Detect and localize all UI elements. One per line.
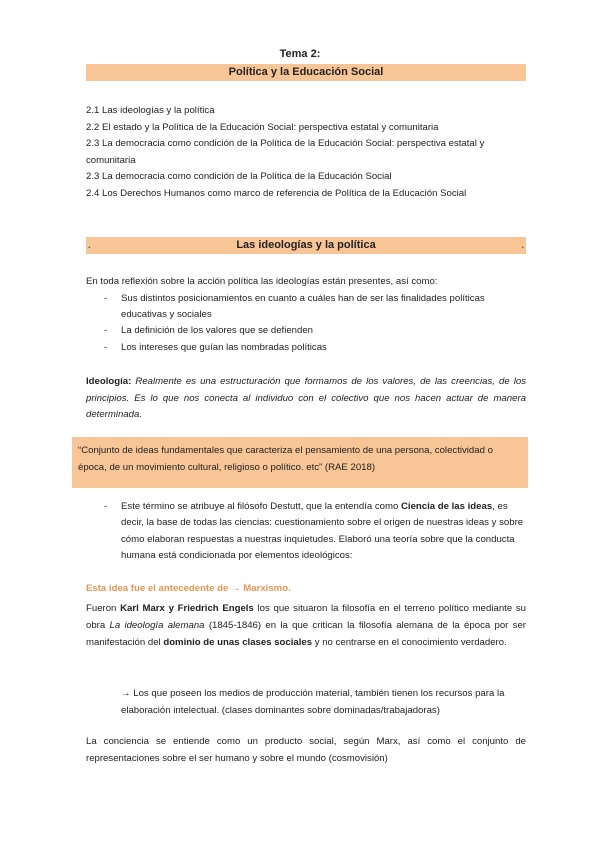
conciencia-paragraph: La conciencia se entiende como un producto social, según Marx, así como el conjunto de representaciones sobre el ser humano y sobre el mundo (cosmovisión) — [86, 736, 526, 764]
list-item: - La definición de los valores que se defienden — [104, 323, 526, 339]
marxism-heading: Esta idea fue el antecedente de → Marxismo. — [86, 583, 291, 594]
toc-item: 2.1 Las ideologías y la política — [86, 105, 215, 116]
destutt-text: Este término se atribuye al filósofo Destutt, que la entendía como — [121, 501, 401, 512]
toc-item: 2.3 La democracia como condición de la Política de la Educación Social — [86, 171, 392, 183]
marx-paragraph — [86, 600, 526, 651]
section-title-band — [86, 237, 526, 254]
list-item: - Sus distintos posicionamientos en cuanto a cuáles han de ser las finalidades políticas educativas y sociales — [104, 291, 526, 323]
table-of-contents — [86, 103, 526, 203]
ideologia-definition — [86, 374, 526, 424]
ideologia-text: Realmente es una estructuración que formamos de los valores, de las creencias, de los principios. Es lo que nos conecta al individuo con el colectivo que nos hacen actuar de manera determinada. — [86, 376, 527, 420]
toc-item: comunitaria — [86, 154, 136, 166]
band-mark-left: . — [88, 240, 91, 250]
rae-quote: “Conjunto de ideas fundamentales que caracteriza el pensamiento de una persona, colectividad o época, de un movimiento cultural, religioso o político. etc” (RAE 2018) — [78, 445, 493, 473]
band-mark-right: . — [521, 240, 524, 250]
destutt-text-rest: , es decir, la base de todas las ciencias: cuestionamiento sobre el origen de nuestras ideas y sobre cómo elaboran respuestas a nuestras inquietudes. Elaboró una teoría sobre que la conducta humana está condicionada por elementos ideológicos: — [121, 501, 524, 562]
rae-quote-box — [72, 437, 528, 488]
marx-engels-bold: Karl Marx y Friedrich Engels — [120, 603, 254, 614]
topic-number: Tema 2: — [279, 48, 321, 60]
section-title: Las ideologías y la política — [236, 239, 376, 251]
destutt-list — [104, 499, 526, 565]
dominio-clases-bold: dominio de unas clases sociales — [163, 637, 313, 648]
toc-item: 2.3 La democracia como condición de la Política de la Educación Social: perspectiva estatal y — [86, 138, 485, 150]
list-item — [104, 499, 526, 565]
intro-paragraph: En toda reflexión sobre la acción política las ideologías están presentes, así como: — [86, 276, 438, 287]
ideologia-alemana-italic: La ideología alemana — [109, 620, 205, 631]
marx-text: los que situaron la filosofía en el terreno político mediante su obra — [86, 603, 526, 631]
arrow-paragraph: → Los que poseen los medios de producción material, también tienen los recursos para la elaboración intelectual. (clases dominantes sobre dominadas/trabajadoras) — [121, 688, 505, 716]
toc-item: 2.4 Los Derechos Humanos como marco de referencia de Política de la Educación Social — [86, 187, 467, 199]
marx-text: Fueron — [86, 603, 121, 614]
list-item: - Los intereses que guían las nombradas políticas — [104, 340, 526, 356]
marx-text: (1845-1846) en la que critican la filosofía alemana de la época por ser manifestación del — [86, 620, 526, 648]
ciencia-ideas-bold: Ciencia de las ideas — [400, 501, 493, 512]
ideologia-label: Ideología: — [86, 376, 132, 387]
dash-list — [104, 291, 526, 356]
topic-title: Política y la Educación Social — [228, 66, 384, 78]
topic-title-band — [86, 64, 526, 81]
marx-text: y no centrarse en el conocimiento verdadero. — [312, 637, 507, 648]
toc-item: 2.2 El estado y la Política de la Educación Social: perspectiva estatal y comunitaria — [86, 121, 439, 133]
